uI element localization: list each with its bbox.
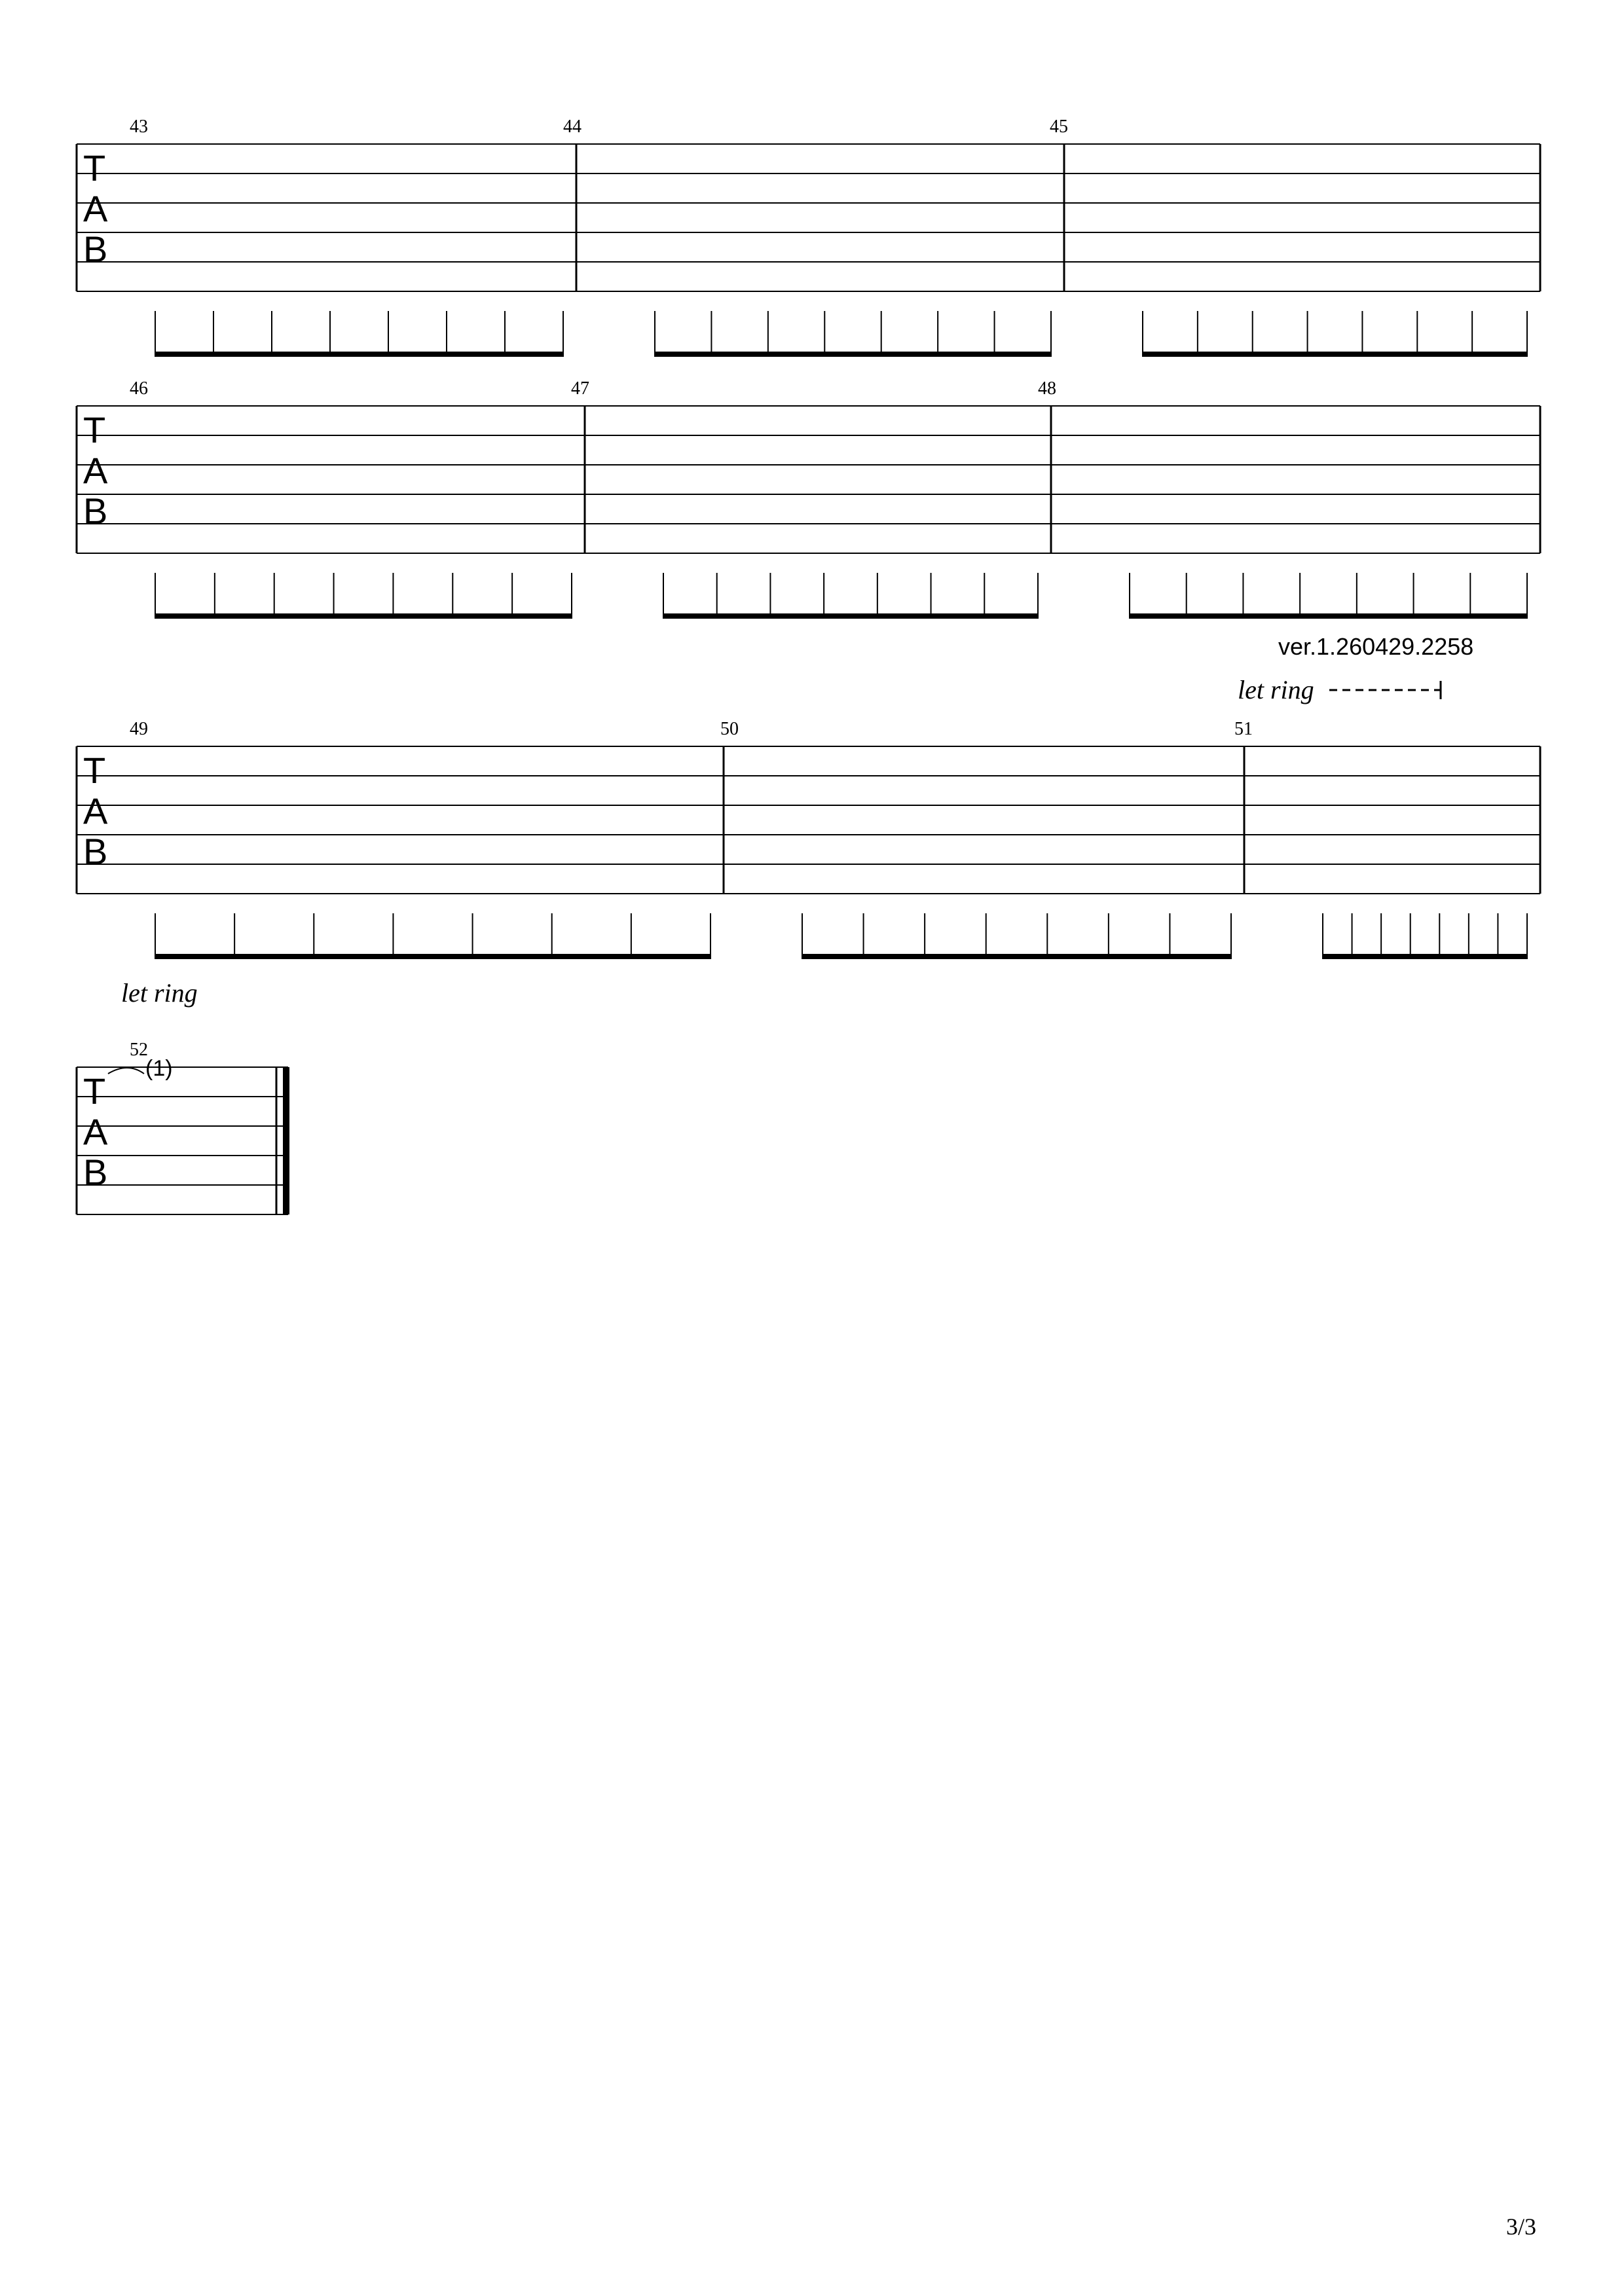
page-number: 3/3 xyxy=(1506,2214,1537,2240)
beam xyxy=(155,613,572,619)
tab-system xyxy=(77,1040,289,1214)
beam xyxy=(155,352,563,357)
measure-number: 44 xyxy=(563,117,581,137)
beam xyxy=(1143,352,1527,357)
let-ring-extension xyxy=(1329,681,1441,699)
beam xyxy=(663,613,1038,619)
tab-system xyxy=(77,378,1540,619)
measure-number: 48 xyxy=(1038,378,1056,399)
tab-clef-letter: T xyxy=(83,1070,106,1112)
beam xyxy=(802,954,1231,959)
measure-number: 46 xyxy=(130,378,148,399)
tab-clef-letter: B xyxy=(83,228,108,270)
measure-number: 52 xyxy=(130,1040,148,1060)
tab-clef-letter: A xyxy=(83,1111,108,1152)
tab-clef-letter: T xyxy=(83,409,106,450)
measure-number: 51 xyxy=(1234,719,1253,739)
beam xyxy=(1323,954,1527,959)
tab-clef-letter: B xyxy=(83,490,108,532)
tie xyxy=(108,1068,144,1074)
tab-clef-letter: T xyxy=(83,750,106,791)
measure-number: 45 xyxy=(1050,117,1068,137)
tab-clef-letter: A xyxy=(83,188,108,229)
beam xyxy=(1130,613,1527,619)
tab-clef-letter: A xyxy=(83,450,108,491)
tab-system xyxy=(77,117,1540,357)
version-label: ver.1.260429.2258 xyxy=(1278,633,1474,660)
fret-number: (1) xyxy=(145,1056,173,1081)
tab-systems xyxy=(77,117,1540,1214)
let-ring-annotation-2: let ring xyxy=(121,978,198,1008)
beam xyxy=(655,352,1051,357)
tab-clef-letter: T xyxy=(83,147,106,189)
measure-number: 49 xyxy=(130,719,148,739)
tab-clef-letter: B xyxy=(83,1152,108,1193)
beam xyxy=(155,954,710,959)
tab-clef-letter: A xyxy=(83,790,108,831)
let-ring-annotation-1: let ring xyxy=(1238,675,1314,704)
tab-system xyxy=(77,719,1540,959)
tab-clef-letter: B xyxy=(83,831,108,872)
final-barline-thick xyxy=(283,1067,289,1214)
measure-number: 47 xyxy=(571,378,589,399)
measure-number: 43 xyxy=(130,117,148,137)
measure-number: 50 xyxy=(720,719,739,739)
